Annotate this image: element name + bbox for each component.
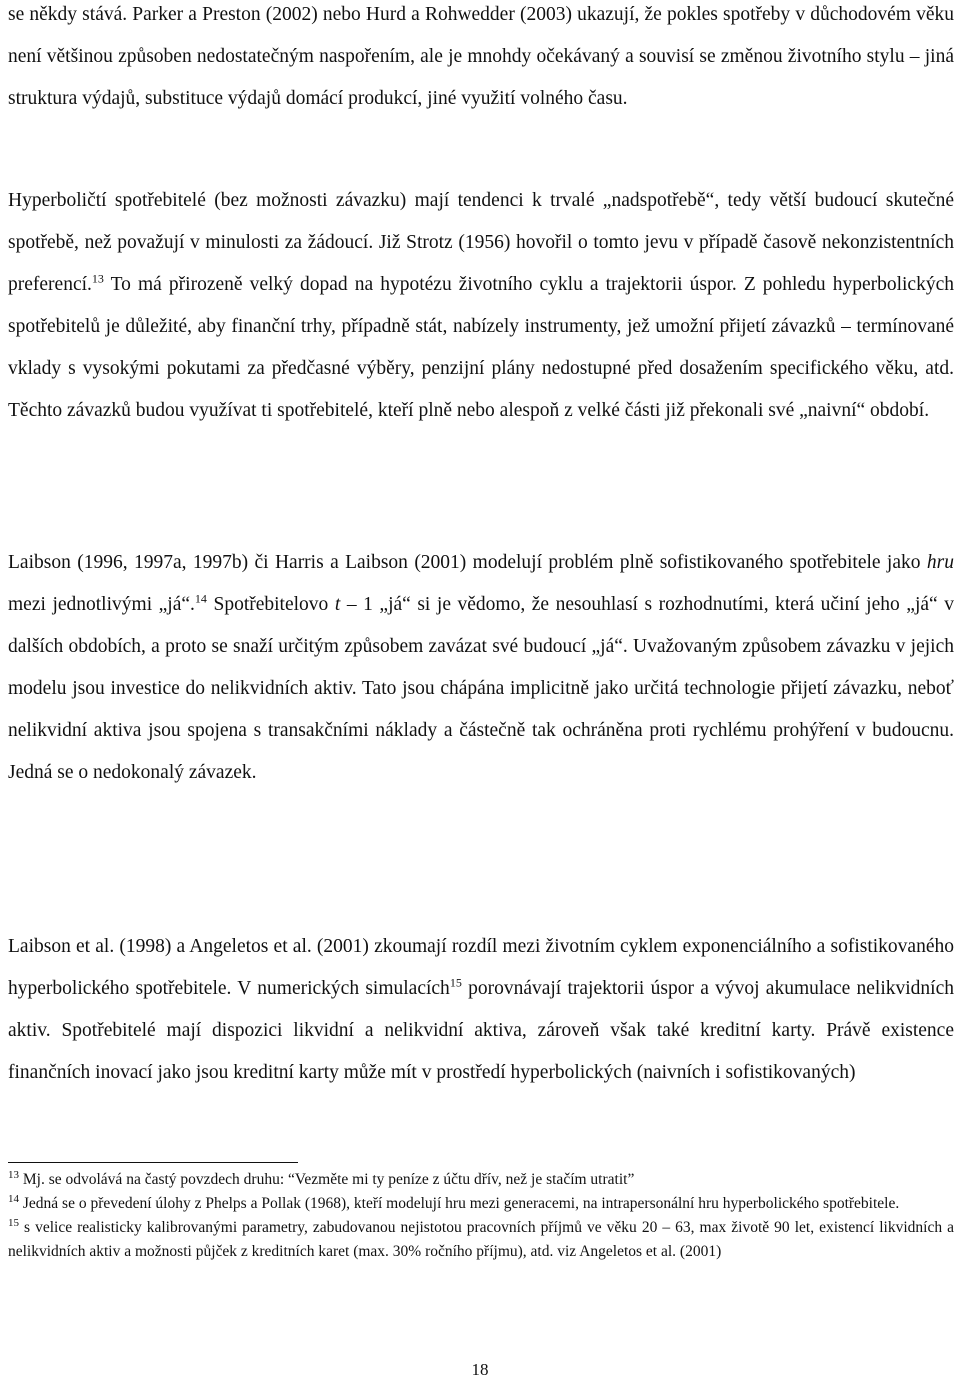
footnote-ref-14: 14 (194, 591, 207, 606)
page-number: 18 (471, 1360, 489, 1379)
paragraph-text: Hyperboličtí spotřebitelé (bez možnosti závazku) mají tendenci k trvalé „nadspotřebě“, tedy větší budoucí skutečné spotřebě, než považují v minulosti za žádoucí. Již Strotz (1956) hovořil o tomto jevu v případě časově nekonzistentních preferencí. (8, 190, 954, 295)
footnote-14 (8, 1192, 954, 1216)
footnote-ref-13: 13 (91, 271, 104, 286)
emphasis-text: hru (926, 552, 954, 573)
footnote-text: Jedná se o převedení úlohy z Phelps a Pollak (1968), kteří modelují hru mezi generacemi, na intrapersonální hru hyperbolického spotřebitele. (19, 1195, 900, 1212)
paragraph-text: se někdy stává. Parker a Preston (2002) nebo Hurd a Rohwedder (2003) ukazují, že pokles spotřeby v důchodovém věku není většinou způsoben nedostatečným naspořením, ale je mnohdy očekávaný a souvisí se změnou životního stylu – jiná struktura výdajů, substituce výdajů domácí produkcí, jiné využití volného času. (8, 4, 954, 109)
footnote-text: Mj. se odvolává na častý povzdech druhu: “Vezměte mi ty peníze z účtu dřív, než je stačím utratit” (19, 1171, 635, 1188)
emphasis-text: t (334, 594, 341, 615)
paragraph-text: Spotřebitelovo (206, 594, 335, 615)
paragraph-4 (8, 926, 954, 1094)
footnote-number: 14 (8, 1192, 19, 1205)
footnote-separator (8, 1162, 298, 1163)
paragraph-text: porovnávají trajektorii úspor a vývoj akumulace nelikvidních aktiv. Spotřebitelé mají dispozici likvidní a nelikvidní aktiva, zároveň však také kreditní karty. Právě existence finančních inovací jako jsou kreditní karty může mít v prostředí hyperbolických (naivních i sofistikovaných) (8, 978, 954, 1083)
footnote-15 (8, 1216, 954, 1264)
footnote-text: s velice realisticky kalibrovanými parametry, zabudovanou nejistotou pracovních příjmů ve věku 20 – 63, max životě 90 let, existencí likvidních a nelikvidních aktiv a možnosti půjček z kreditních karet (max. 30% ročního příjmu), atd. viz Angeletos et al. (2001) (8, 1219, 954, 1260)
footnotes (8, 1168, 954, 1264)
paragraph-text: Laibson (1996, 1997a, 1997b) či Harris a Laibson (2001) modelují problém plně sofistikovaného spotřebitele jako (8, 552, 927, 573)
paragraph-text: mezi jednotlivými „já“. (8, 594, 195, 615)
footnote-13 (8, 1168, 954, 1192)
paragraph-text: To má přirozeně velký dopad na hypotézu životního cyklu a trajektorii úspor. Z pohledu hyperbolických spotřebitelů je důležité, aby finanční trhy, případně stát, nabízely instrumenty, jež umožní přijetí závazků – termínované vklady s vysokými pokutami za předčasné výběry, penzijní plány nedostupné před dosažením specifického věku, atd. Těchto závazků budou využívat ti spotřebitelé, kteří plně nebo alespoň z velké části již překonali své „naivní“ období. (8, 274, 954, 421)
footnote-number: 13 (8, 1168, 19, 1181)
footnote-ref-15: 15 (449, 975, 462, 990)
paragraph-1 (8, 0, 954, 120)
paragraph-text: Laibson et al. (1998) a Angeletos et al. (2001) zkoumají rozdíl mezi životním cyklem exponenciálního a sofistikovaného hyperbolického spotřebitele. V numerických simulacích (8, 936, 954, 999)
paragraph-text: – 1 „já“ si je vědomo, že nesouhlasí s rozhodnutími, která učiní jeho „já“ v dalších obdobích, a proto se snaží určitým způsobem zavázat své budoucí „já“. Uvažovaným způsobem závazku v jejich modelu jsou investice do nelikvidních aktiv. Tato jsou chápána implicitně jako určitá technologie přijetí závazku, neboť nelikvidní aktiva jsou spojena s transakčními náklady a částečně tak ochráněna proti rychlému prohýření v budoucnu. Jedná se o nedokonalý závazek. (8, 594, 954, 783)
paragraph-3 (8, 542, 954, 794)
footnote-number: 15 (8, 1216, 19, 1229)
paragraph-2 (8, 180, 954, 432)
